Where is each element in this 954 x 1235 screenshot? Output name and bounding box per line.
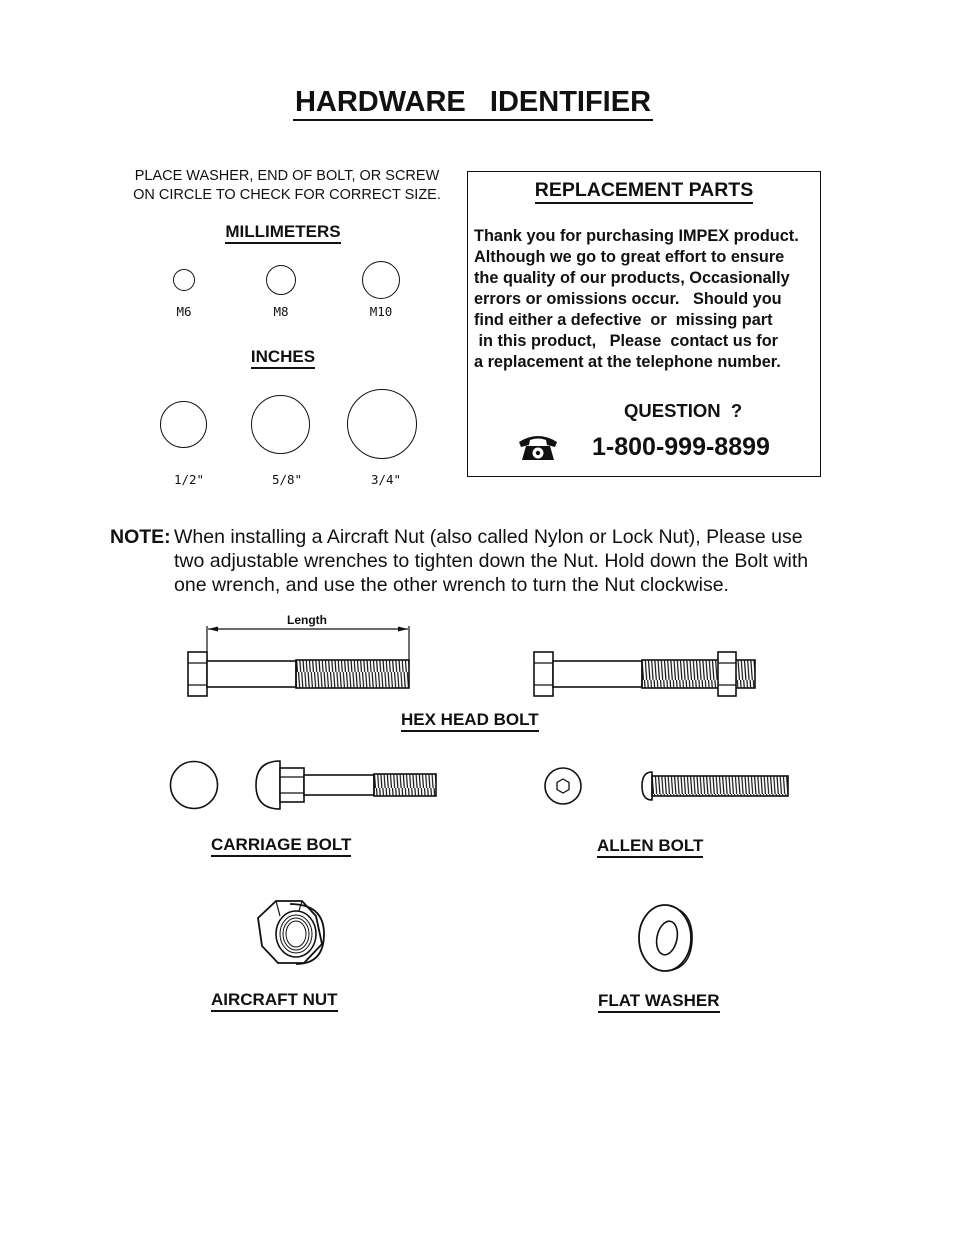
page-title-text: HARDWARE IDENTIFIER — [293, 86, 653, 121]
body-line: the quality of our products, Occasionally — [474, 269, 790, 287]
m10-circle — [362, 261, 400, 299]
allen-bolt-drawing — [542, 764, 794, 808]
three-quarter-inch-label: 3/4" — [370, 472, 402, 487]
inches-heading-text: INCHES — [251, 347, 315, 369]
body-line: errors or omissions occur. Should you — [474, 290, 782, 308]
gauge-instructions — [118, 167, 456, 205]
aircraft-nut-label-text: AIRCRAFT NUT — [211, 990, 338, 1012]
three-quarter-inch-circle — [347, 389, 417, 459]
flat-washer-label — [598, 991, 720, 1011]
flat-washer-label-text: FLAT WASHER — [598, 991, 720, 1013]
body-line: Although we go to great effort to ensure — [474, 248, 785, 266]
aircraft-nut-drawing — [250, 896, 334, 968]
phone-number[interactable]: 1-800-999-8899 — [592, 433, 770, 461]
replacement-parts-body — [474, 226, 824, 373]
m8-label: M8 — [273, 304, 289, 319]
m6-circle — [173, 269, 195, 291]
replacement-parts-heading — [467, 179, 821, 202]
m8-circle — [266, 265, 296, 295]
body-line: a replacement at the telephone number. — [474, 353, 781, 371]
inches-heading — [183, 347, 383, 367]
note-lead: NOTE: — [110, 526, 171, 548]
half-inch-circle — [160, 401, 207, 448]
length-label: Length — [287, 613, 327, 627]
allen-bolt-label — [597, 836, 703, 856]
hex-head-bolt-label-text: HEX HEAD BOLT — [401, 710, 539, 732]
instruction-line-1: PLACE WASHER, END OF BOLT, OR SCREW — [134, 168, 440, 184]
body-line: Thank you for purchasing IMPEX product. — [474, 227, 799, 245]
body-line: find either a defective or missing part — [474, 311, 773, 329]
half-inch-label: 1/2" — [173, 472, 205, 487]
instruction-line-2: ON CIRCLE TO CHECK FOR CORRECT SIZE. — [133, 187, 441, 203]
aircraft-nut-label — [211, 990, 338, 1010]
m10-label: M10 — [369, 304, 393, 319]
telephone-icon — [517, 432, 559, 462]
carriage-bolt-label-text: CARRIAGE BOLT — [211, 835, 351, 857]
note-line-2: two adjustable wrenches to tighten down the Nut. Hold down the Bolt with — [174, 550, 809, 572]
allen-bolt-label-text: ALLEN BOLT — [597, 836, 703, 858]
millimeters-heading-text: MILLIMETERS — [225, 222, 340, 244]
replacement-parts-heading-text: REPLACEMENT PARTS — [535, 179, 753, 204]
carriage-bolt-drawing — [168, 758, 443, 814]
note-line-1: When installing a Aircraft Nut (also called Nylon or Lock Nut), Please use — [174, 526, 803, 548]
question-label: QUESTION ? — [624, 400, 743, 421]
note-line-3: one wrench, and use the other wrench to turn the Nut clockwise. — [174, 574, 729, 596]
page-title — [0, 86, 946, 119]
flat-washer-drawing — [634, 902, 698, 974]
body-line: in this product, Please contact us for — [474, 332, 778, 350]
hex-head-bolt-label — [401, 710, 539, 730]
note-paragraph — [110, 525, 850, 597]
hex-head-bolt-with-nut — [532, 650, 760, 702]
five-eighths-inch-circle — [251, 395, 310, 454]
millimeters-heading — [183, 222, 383, 242]
carriage-bolt-label — [211, 835, 351, 855]
five-eighths-inch-label: 5/8" — [271, 472, 303, 487]
m6-label: M6 — [176, 304, 192, 319]
